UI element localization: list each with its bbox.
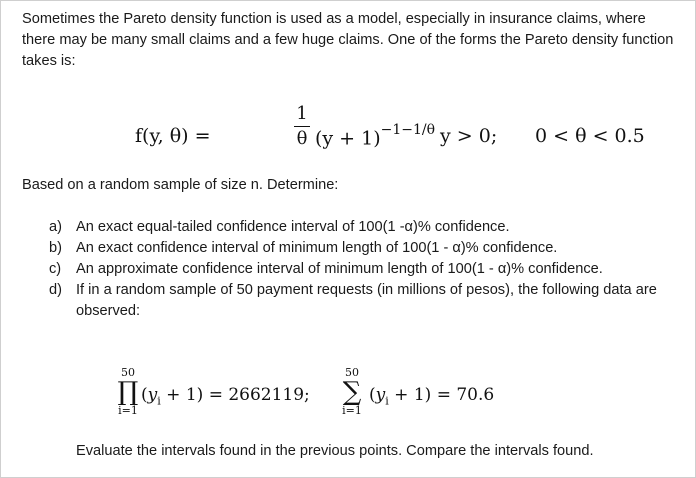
- pareto-density-equation: [135, 101, 685, 171]
- question-list: [49, 217, 669, 322]
- item-text: If in a random sample of 50 payment requests (in millions of pesos), the following data are observed:: [76, 282, 657, 319]
- item-label: b): [49, 240, 62, 256]
- item-text: An approximate confidence interval of minimum length of 100(1 - α)% confidence.: [76, 261, 603, 277]
- list-item: [49, 217, 669, 238]
- final-instruction: Evaluate the intervals found in the previous points. Compare the intervals found.: [76, 443, 594, 459]
- density-lhs: f(y, θ) =: [135, 125, 211, 147]
- sum-lower-limit: i=1: [342, 404, 362, 417]
- item-label: d): [49, 282, 62, 298]
- sum-expression: $(y_i + 1) = 70.6$: [369, 385, 495, 408]
- product-upper-limit: 50: [121, 366, 135, 379]
- item-text: An exact confidence interval of minimum length of 100(1 - α)% confidence.: [76, 240, 558, 256]
- product-symbol: ∏: [117, 377, 139, 407]
- product-value: = 2662119;: [208, 385, 310, 405]
- item-label: c): [49, 261, 62, 277]
- product-operator: [117, 367, 139, 417]
- sum-operator: [341, 367, 363, 417]
- density-exponent: −1−1/θ: [380, 122, 436, 138]
- sample-statement: Based on a random sample of size n. Determine:: [22, 177, 339, 193]
- fraction-numerator: 1: [296, 103, 308, 124]
- list-item: [49, 238, 669, 259]
- sum-symbol: ∑: [342, 377, 362, 407]
- sum-value: = 70.6: [436, 385, 495, 405]
- condition-theta: 0 < θ < 0.5: [535, 125, 645, 147]
- intro-paragraph: Sometimes the Pareto density function is used as a model, especially in insurance claims, where there may be many small claims and a few huge claims. One of the forms the Pareto density function takes is:: [22, 11, 674, 69]
- item-label: a): [49, 219, 62, 235]
- density-base: (y + 1): [315, 127, 381, 150]
- item-text: An exact equal-tailed confidence interval of 100(1 -α)% confidence.: [76, 219, 510, 235]
- fraction-bar: [294, 126, 310, 127]
- condition-y: y > 0;: [440, 125, 498, 147]
- list-item: [49, 259, 669, 280]
- list-item: [49, 280, 669, 322]
- product-lower-limit: i=1: [118, 404, 138, 417]
- fraction-denominator: θ: [296, 128, 308, 149]
- observed-data-equation: [117, 367, 537, 429]
- sum-upper-limit: 50: [345, 366, 359, 379]
- product-expression: $(y_i + 1) = 2662119$;: [141, 385, 310, 408]
- density-fraction: [294, 103, 310, 150]
- density-power-term: [315, 122, 436, 150]
